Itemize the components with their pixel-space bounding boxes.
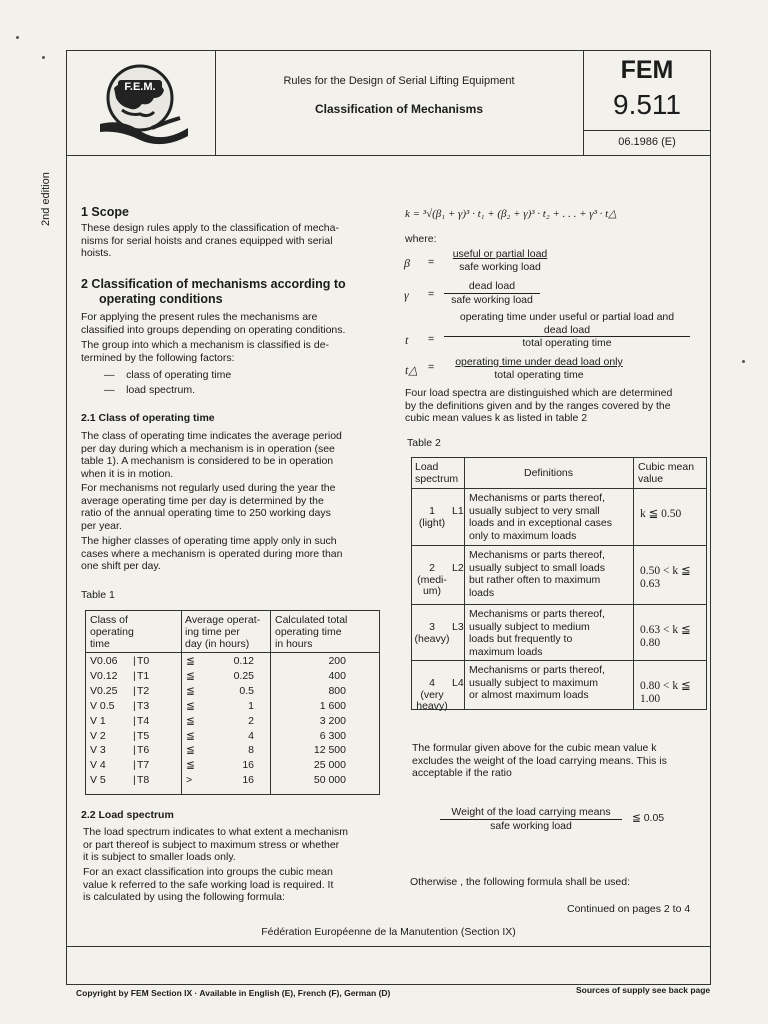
table2-caption: Table 2 [407, 437, 441, 449]
scan-speck [16, 36, 19, 39]
inequality-symbol: ≦ [186, 699, 195, 712]
series-title: Rules for the Design of Serial Lifting Equipment [283, 75, 515, 87]
class-t-code: T1 [137, 669, 150, 682]
class-code: V0.06 [90, 655, 118, 667]
document-number: 9.511 [613, 89, 681, 120]
table-row [86, 655, 379, 670]
spectrum-definition: Mechanisms or parts thereof, usually subject to very small loads and in exceptional cases only to maximum loads [469, 492, 613, 542]
class-code: V 0.5 [90, 699, 115, 712]
total-hours: 6 300 [319, 729, 346, 742]
table1-header-average: Average operat- ing time per day (in hours) [185, 614, 261, 650]
inequality-symbol: ≦ [186, 759, 195, 772]
table-row [86, 744, 379, 759]
average-hours: 0.5 [239, 684, 254, 697]
average-hours: 16 [242, 759, 254, 772]
beta-eq: = [428, 256, 435, 268]
factor-list [104, 369, 364, 396]
total-hours: 12 500 [313, 744, 346, 757]
class-code: V0.25 [90, 684, 118, 697]
section2-paragraph2: The group into which a mechanism is classified is de- termined by the following factors: [81, 339, 330, 364]
section22-paragraph1: The load spectrum indicates to what extent a mechanism or part thereof is subject to maximum stress or whether it is subject to smaller loads only. [83, 826, 348, 863]
document-title: Classification of Mechanisms [314, 102, 484, 116]
table1-caption: Table 1 [81, 589, 115, 601]
class-separator: | [133, 759, 136, 772]
edition-note: 2nd edition [40, 172, 52, 226]
cubic-mean-range: 0.63 < k ≦ 0.80 [640, 624, 691, 649]
table1-header-class: Class of operating time [90, 614, 134, 650]
table-row [86, 700, 379, 715]
table1-header-total: Calculated total operating time in hours [275, 614, 348, 650]
t-delta-eq: = [428, 361, 435, 373]
t-eq: = [428, 333, 435, 345]
class-t-code: T4 [137, 714, 150, 727]
spectrum-class: (medi- um) [417, 574, 447, 597]
cubic-mean-range: k ≦ 0.50 [640, 508, 682, 520]
spectrum-code: L1 [452, 505, 464, 517]
header-divider [66, 155, 711, 156]
spectrum-number: 4 [429, 677, 435, 689]
class-separator: | [133, 714, 136, 727]
average-hours: 2 [248, 714, 254, 727]
spectrum-definition: Mechanisms or parts thereof, usually subject to small loads but rather often to maximum loads [469, 549, 605, 599]
table-row [86, 670, 379, 685]
total-hours: 1 600 [319, 699, 346, 712]
copyright-text: Copyright by FEM Section IX · Available in English (E), French (F), German (D) [76, 988, 391, 998]
class-separator: | [133, 669, 136, 682]
scope-heading: 1 Scope [81, 205, 129, 219]
inequality-symbol: ≦ [186, 655, 195, 667]
average-hours: 0.12 [233, 655, 254, 667]
class-separator: | [133, 744, 136, 757]
class-t-code: T5 [137, 729, 150, 742]
spectra-paragraph: Four load spectra are distinguished which are determined by the definitions given and by the ranges covered by the cubic mean values k as listed in table 2 [405, 387, 673, 424]
class-t-code: T0 [137, 655, 150, 667]
spectrum-code: L2 [452, 562, 464, 574]
spectrum-class: (light) [418, 517, 446, 529]
average-hours: 0.25 [233, 669, 254, 682]
section21-paragraph2: For mechanisms not regularly used during the year the average operating time per day is determined by the ratio of the annual operating time to 250 working days per year. [81, 482, 336, 532]
class-t-code: T3 [137, 699, 150, 712]
class-separator: | [133, 684, 136, 697]
section21-paragraph1: The class of operating time indicates the average period per day during which a mechanism is in operation (see table 1). A mechanism is considered to be in operation when it is in motion. [81, 430, 342, 480]
class-code: V 5 [90, 774, 106, 787]
table-row [86, 774, 379, 789]
total-hours: 25 000 [313, 759, 346, 772]
section22-paragraph2: For an exact classification into groups the cubic mean value k referred to the safe working load is required. It is calculated by using the following formula: [83, 866, 334, 903]
ratio-relation: ≦ 0.05 [632, 812, 665, 824]
class-code: V 3 [90, 744, 106, 757]
average-hours: 4 [248, 729, 254, 742]
class-code: V 2 [90, 729, 106, 742]
total-hours: 3 200 [319, 714, 346, 727]
section2-heading: 2 Classification of mechanisms according to operating conditions [81, 277, 346, 306]
inequality-symbol: ≦ [186, 744, 195, 757]
average-hours: 1 [248, 699, 254, 712]
table-row [86, 715, 379, 730]
cubic-note: The formular given above for the cubic mean value k excludes the weight of the load carrying means. This is acceptable if the ratio [412, 742, 667, 779]
inequality-symbol: ≦ [186, 669, 195, 682]
inequality-symbol: ≦ [186, 714, 195, 727]
footer-organisation: Fédération Européenne de la Manutention (Section IX) [261, 926, 516, 938]
continued-note: Continued on pages 2 to 4 [567, 903, 691, 915]
gamma-symbol: γ [404, 288, 409, 302]
section21-paragraph3: The higher classes of operating time apply only in such cases where a mechanism is operated during more than one shift per day. [81, 535, 343, 572]
document-date: 06.1986 (E) [618, 136, 676, 148]
spectrum-class: (very heavy) [416, 689, 448, 712]
inequality-symbol: > [186, 774, 193, 787]
class-code: V 1 [90, 714, 106, 727]
spectrum-number: 1 [429, 505, 435, 517]
scope-text: These design rules apply to the classification of mecha- nisms for serial hoists and cranes equipped with serial hoists. [81, 222, 339, 259]
class-separator: | [133, 729, 136, 742]
where-label: where: [405, 233, 437, 245]
logo-text: F.E.M. [118, 80, 162, 94]
spectrum-number: 3 [429, 621, 435, 633]
class-t-code: T2 [137, 684, 150, 697]
beta-symbol: β [404, 256, 410, 270]
table2-header-value: Cubic mean value [638, 461, 695, 485]
globe-hand-logo-icon [92, 58, 192, 148]
section22-heading: 2.2 Load spectrum [81, 809, 174, 821]
cubic-mean-range: 0.50 < k ≦ 0.63 [640, 565, 691, 590]
total-hours: 50 000 [313, 774, 346, 787]
spectrum-definition: Mechanisms or parts thereof, usually subject to maximum or almost maximum loads [469, 664, 605, 701]
gamma-eq: = [428, 288, 435, 300]
inequality-symbol: ≦ [186, 684, 195, 697]
class-t-code: T6 [137, 744, 150, 757]
spectrum-number: 2 [429, 562, 435, 574]
total-hours: 800 [328, 684, 346, 697]
scan-speck [42, 56, 45, 59]
table-row [86, 730, 379, 745]
t-fraction: operating time under useful or partial load and dead load total operating time [444, 311, 690, 350]
fem-logo [92, 58, 192, 148]
class-separator: | [133, 774, 136, 787]
scan-speck [742, 360, 745, 363]
spectrum-code: L3 [452, 621, 464, 633]
otherwise-text: Otherwise , the following formula shall be used: [410, 876, 631, 888]
fem-org: FEM [620, 56, 674, 84]
t-delta-symbol: t△ [405, 363, 418, 377]
t-symbol: t [405, 333, 409, 347]
sources-text: Sources of supply see back page [576, 985, 711, 995]
cubic-mean-formula: k = ³√(β₁ + γ)³ · t₁ + (β₂ + γ)³ · t₂ + . . . + γ³ · t△ [405, 208, 617, 220]
list-item: — class of operating time [104, 369, 232, 381]
t-delta-fraction: operating time under dead load only total operating time [455, 356, 623, 381]
spectrum-code: L4 [452, 677, 464, 689]
cubic-mean-range: 0.80 < k ≦ 1.00 [640, 680, 691, 705]
total-hours: 400 [328, 669, 346, 682]
table1 [85, 610, 380, 795]
table-row [86, 685, 379, 700]
class-separator: | [133, 655, 136, 667]
average-hours: 16 [242, 774, 254, 787]
section21-heading: 2.1 Class of operating time [81, 412, 215, 424]
inequality-symbol: ≦ [186, 729, 195, 742]
spectrum-definition: Mechanisms or parts thereof, usually subject to medium loads but frequently to maximum loads [469, 608, 605, 658]
beta-fraction: useful or partial load safe working load [452, 248, 548, 273]
class-separator: | [133, 699, 136, 712]
table2 [411, 457, 707, 710]
table2-header-definitions: Definitions [523, 467, 574, 479]
average-hours: 8 [248, 744, 254, 757]
total-hours: 200 [328, 655, 346, 667]
class-t-code: T7 [137, 759, 150, 772]
class-t-code: T8 [137, 774, 150, 787]
spectrum-class: (heavy) [414, 633, 450, 645]
class-code: V 4 [90, 759, 106, 772]
header-date-divider [583, 130, 711, 131]
list-item: — load spectrum. [104, 383, 196, 396]
section2-paragraph1: For applying the present rules the mechanisms are classified into groups depending on operating conditions. [81, 311, 346, 336]
gamma-fraction: dead load safe working load [444, 280, 540, 306]
table-row [86, 759, 379, 774]
class-code: V0.12 [90, 669, 118, 682]
table2-header-spectrum: Load spectrum [415, 461, 459, 485]
ratio-fraction: Weight of the load carrying means safe working load [440, 806, 622, 832]
footer-divider [66, 946, 711, 947]
